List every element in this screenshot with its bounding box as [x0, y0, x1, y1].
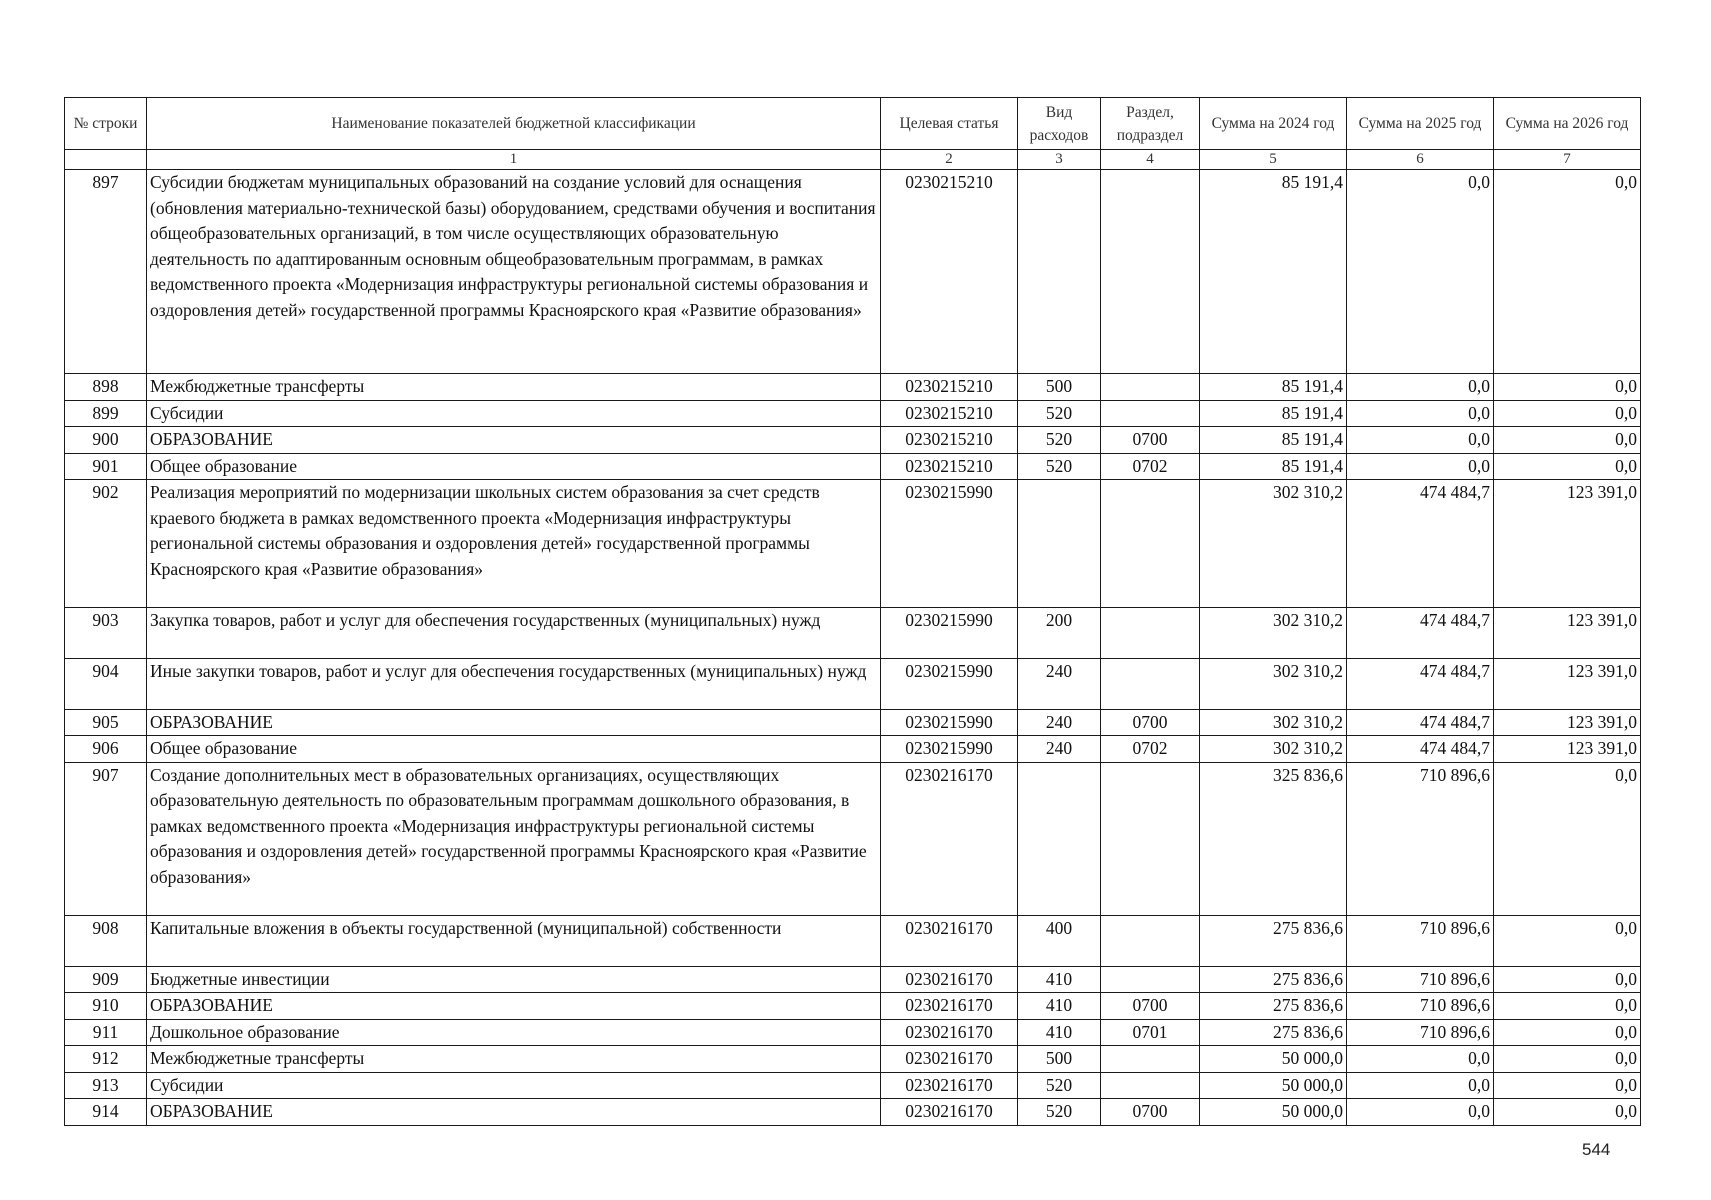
table-row	[65, 736, 1641, 763]
header-razd: Раздел, подраздел	[1101, 98, 1200, 150]
row-expense-type	[1018, 170, 1101, 374]
row-target-code: 0230215990	[881, 658, 1018, 709]
row-number: 904	[65, 658, 147, 709]
row-section	[1101, 658, 1200, 709]
row-name: Создание дополнительных мест в образовательных организациях, осуществляющих образовательную деятельность по образовательным программам дошкольного образования, в рамках ведомственного проекта «Модернизация инфраструктуры региональной системы образования и оздоровления детей» государственной программы Красноярского края «Развитие образования»	[147, 762, 881, 915]
row-sum-2024: 275 836,6	[1200, 915, 1347, 966]
row-sum-2025: 0,0	[1347, 453, 1494, 480]
row-sum-2025: 710 896,6	[1347, 762, 1494, 915]
row-sum-2024: 275 836,6	[1200, 993, 1347, 1020]
row-sum-2026: 0,0	[1494, 1072, 1641, 1099]
row-expense-type	[1018, 480, 1101, 608]
row-target-code: 0230216170	[881, 1072, 1018, 1099]
row-sum-2025: 0,0	[1347, 400, 1494, 427]
row-expense-type: 400	[1018, 915, 1101, 966]
header-num: № строки	[65, 98, 147, 150]
row-sum-2026: 123 391,0	[1494, 607, 1641, 658]
row-number: 913	[65, 1072, 147, 1099]
row-name: Общее образование	[147, 453, 881, 480]
row-target-code: 0230216170	[881, 1099, 1018, 1126]
row-sum-2024: 275 836,6	[1200, 966, 1347, 993]
row-name: Межбюджетные трансферты	[147, 1046, 881, 1073]
table-row	[65, 993, 1641, 1020]
row-name: Субсидии бюджетам муниципальных образований на создание условий для оснащения (обновления материально-технической базы) оборудованием, средствами обучения и воспитания общеобразовательных организаций, в том числе осуществляющих образовательную деятельность по адаптированным основным общеобразовательным программам, в рамках ведомственного проекта «Модернизация инфраструктуры региональной системы образования и оздоровления детей» государственной программы Красноярского края «Развитие образования»	[147, 170, 881, 374]
row-sum-2025: 0,0	[1347, 1072, 1494, 1099]
table-row	[65, 709, 1641, 736]
row-sum-2025: 0,0	[1347, 374, 1494, 401]
row-section: 0701	[1101, 1019, 1200, 1046]
header-index-row	[65, 150, 1641, 170]
budget-table	[64, 97, 1641, 1126]
row-number: 911	[65, 1019, 147, 1046]
table-row	[65, 762, 1641, 915]
row-sum-2026: 0,0	[1494, 170, 1641, 374]
row-name: Дошкольное образование	[147, 1019, 881, 1046]
row-section: 0700	[1101, 993, 1200, 1020]
row-expense-type: 500	[1018, 374, 1101, 401]
header-index: 5	[1200, 150, 1347, 170]
header-vid: Вид расходов	[1018, 98, 1101, 150]
row-sum-2026: 123 391,0	[1494, 658, 1641, 709]
row-sum-2025: 710 896,6	[1347, 993, 1494, 1020]
table-row	[65, 374, 1641, 401]
row-sum-2025: 474 484,7	[1347, 658, 1494, 709]
row-sum-2026: 0,0	[1494, 1019, 1641, 1046]
row-sum-2025: 0,0	[1347, 427, 1494, 454]
row-target-code: 0230215990	[881, 709, 1018, 736]
row-number: 902	[65, 480, 147, 608]
row-number: 900	[65, 427, 147, 454]
row-sum-2026: 0,0	[1494, 762, 1641, 915]
row-sum-2025: 710 896,6	[1347, 966, 1494, 993]
row-number: 908	[65, 915, 147, 966]
table-row	[65, 1046, 1641, 1073]
header-index	[65, 150, 147, 170]
row-sum-2025: 474 484,7	[1347, 607, 1494, 658]
row-section	[1101, 607, 1200, 658]
row-sum-2026: 0,0	[1494, 453, 1641, 480]
row-section	[1101, 480, 1200, 608]
row-sum-2026: 0,0	[1494, 374, 1641, 401]
row-name: Закупка товаров, работ и услуг для обеспечения государственных (муниципальных) нужд	[147, 607, 881, 658]
row-number: 909	[65, 966, 147, 993]
header-index: 6	[1347, 150, 1494, 170]
row-sum-2025: 710 896,6	[1347, 915, 1494, 966]
header-sum2025: Сумма на 2025 год	[1347, 98, 1494, 150]
row-number: 912	[65, 1046, 147, 1073]
row-number: 903	[65, 607, 147, 658]
row-sum-2024: 85 191,4	[1200, 453, 1347, 480]
table-row	[65, 1019, 1641, 1046]
row-target-code: 0230215210	[881, 170, 1018, 374]
row-section	[1101, 374, 1200, 401]
row-sum-2024: 275 836,6	[1200, 1019, 1347, 1046]
row-expense-type: 500	[1018, 1046, 1101, 1073]
row-sum-2026: 0,0	[1494, 400, 1641, 427]
row-expense-type: 240	[1018, 658, 1101, 709]
row-sum-2024: 85 191,4	[1200, 427, 1347, 454]
header-code: Целевая статья	[881, 98, 1018, 150]
row-section	[1101, 762, 1200, 915]
row-expense-type: 520	[1018, 1099, 1101, 1126]
table-row	[65, 453, 1641, 480]
row-section	[1101, 400, 1200, 427]
header-index: 3	[1018, 150, 1101, 170]
row-expense-type: 200	[1018, 607, 1101, 658]
header-index: 7	[1494, 150, 1641, 170]
row-target-code: 0230216170	[881, 993, 1018, 1020]
row-sum-2024: 302 310,2	[1200, 480, 1347, 608]
row-expense-type: 520	[1018, 1072, 1101, 1099]
row-expense-type: 410	[1018, 1019, 1101, 1046]
row-sum-2026: 0,0	[1494, 427, 1641, 454]
header-index: 2	[881, 150, 1018, 170]
row-expense-type: 520	[1018, 427, 1101, 454]
row-target-code: 0230215210	[881, 374, 1018, 401]
row-name: Иные закупки товаров, работ и услуг для обеспечения государственных (муниципальных) нужд	[147, 658, 881, 709]
row-sum-2024: 302 310,2	[1200, 709, 1347, 736]
table-row	[65, 1099, 1641, 1126]
header-index: 4	[1101, 150, 1200, 170]
row-section: 0702	[1101, 453, 1200, 480]
row-name: ОБРАЗОВАНИЕ	[147, 993, 881, 1020]
row-sum-2024: 325 836,6	[1200, 762, 1347, 915]
row-number: 897	[65, 170, 147, 374]
row-sum-2025: 710 896,6	[1347, 1019, 1494, 1046]
row-sum-2026: 123 391,0	[1494, 480, 1641, 608]
table-body	[65, 170, 1641, 1126]
row-number: 906	[65, 736, 147, 763]
row-sum-2024: 302 310,2	[1200, 658, 1347, 709]
header-index: 1	[147, 150, 881, 170]
row-section	[1101, 1046, 1200, 1073]
row-name: ОБРАЗОВАНИЕ	[147, 427, 881, 454]
row-target-code: 0230216170	[881, 762, 1018, 915]
table-row	[65, 658, 1641, 709]
row-sum-2026: 123 391,0	[1494, 736, 1641, 763]
row-number: 901	[65, 453, 147, 480]
row-sum-2026: 123 391,0	[1494, 709, 1641, 736]
header-sum2024: Сумма на 2024 год	[1200, 98, 1347, 150]
row-expense-type: 240	[1018, 736, 1101, 763]
row-target-code: 0230216170	[881, 1019, 1018, 1046]
row-sum-2026: 0,0	[1494, 1099, 1641, 1126]
row-section: 0702	[1101, 736, 1200, 763]
table-row	[65, 966, 1641, 993]
row-sum-2025: 474 484,7	[1347, 736, 1494, 763]
row-sum-2024: 302 310,2	[1200, 736, 1347, 763]
row-sum-2026: 0,0	[1494, 1046, 1641, 1073]
row-sum-2025: 0,0	[1347, 170, 1494, 374]
row-expense-type: 410	[1018, 993, 1101, 1020]
row-sum-2026: 0,0	[1494, 993, 1641, 1020]
row-target-code: 0230215990	[881, 480, 1018, 608]
table-row	[65, 915, 1641, 966]
row-section: 0700	[1101, 1099, 1200, 1126]
row-number: 898	[65, 374, 147, 401]
row-sum-2024: 50 000,0	[1200, 1046, 1347, 1073]
row-number: 907	[65, 762, 147, 915]
row-sum-2024: 85 191,4	[1200, 170, 1347, 374]
table-row	[65, 170, 1641, 374]
row-section: 0700	[1101, 709, 1200, 736]
row-number: 914	[65, 1099, 147, 1126]
row-expense-type: 520	[1018, 453, 1101, 480]
row-name: Общее образование	[147, 736, 881, 763]
row-target-code: 0230216170	[881, 1046, 1018, 1073]
row-name: Реализация мероприятий по модернизации школьных систем образования за счет средств краевого бюджета в рамках ведомственного проекта «Модернизация инфраструктуры региональной системы образования и оздоровления детей» государственной программы Красноярского края «Развитие образования»	[147, 480, 881, 608]
row-target-code: 0230215990	[881, 607, 1018, 658]
row-sum-2024: 85 191,4	[1200, 374, 1347, 401]
row-sum-2026: 0,0	[1494, 966, 1641, 993]
row-section: 0700	[1101, 427, 1200, 454]
table-row	[65, 400, 1641, 427]
row-number: 899	[65, 400, 147, 427]
table-header	[65, 98, 1641, 170]
row-target-code: 0230215210	[881, 427, 1018, 454]
row-number: 905	[65, 709, 147, 736]
row-sum-2024: 50 000,0	[1200, 1072, 1347, 1099]
row-name: ОБРАЗОВАНИЕ	[147, 1099, 881, 1126]
row-section	[1101, 966, 1200, 993]
row-section	[1101, 170, 1200, 374]
header-row	[65, 98, 1641, 150]
row-sum-2025: 0,0	[1347, 1099, 1494, 1126]
row-number: 910	[65, 993, 147, 1020]
row-sum-2026: 0,0	[1494, 915, 1641, 966]
row-sum-2024: 85 191,4	[1200, 400, 1347, 427]
row-sum-2024: 50 000,0	[1200, 1099, 1347, 1126]
header-sum2026: Сумма на 2026 год	[1494, 98, 1641, 150]
row-expense-type: 410	[1018, 966, 1101, 993]
row-target-code: 0230216170	[881, 966, 1018, 993]
page-number: 544	[1582, 1140, 1611, 1159]
table-row	[65, 607, 1641, 658]
header-name: Наименование показателей бюджетной классификации	[147, 98, 881, 150]
row-name: Капитальные вложения в объекты государственной (муниципальной) собственности	[147, 915, 881, 966]
row-target-code: 0230215990	[881, 736, 1018, 763]
row-sum-2025: 0,0	[1347, 1046, 1494, 1073]
row-target-code: 0230215210	[881, 400, 1018, 427]
row-sum-2025: 474 484,7	[1347, 709, 1494, 736]
row-expense-type: 240	[1018, 709, 1101, 736]
row-target-code: 0230215210	[881, 453, 1018, 480]
table-row	[65, 480, 1641, 608]
row-name: Бюджетные инвестиции	[147, 966, 881, 993]
row-sum-2025: 474 484,7	[1347, 480, 1494, 608]
row-name: Субсидии	[147, 1072, 881, 1099]
row-expense-type	[1018, 762, 1101, 915]
table-row	[65, 427, 1641, 454]
row-name: Межбюджетные трансферты	[147, 374, 881, 401]
row-target-code: 0230216170	[881, 915, 1018, 966]
row-section	[1101, 915, 1200, 966]
row-name: Субсидии	[147, 400, 881, 427]
row-expense-type: 520	[1018, 400, 1101, 427]
row-section	[1101, 1072, 1200, 1099]
table-row	[65, 1072, 1641, 1099]
row-name: ОБРАЗОВАНИЕ	[147, 709, 881, 736]
row-sum-2024: 302 310,2	[1200, 607, 1347, 658]
